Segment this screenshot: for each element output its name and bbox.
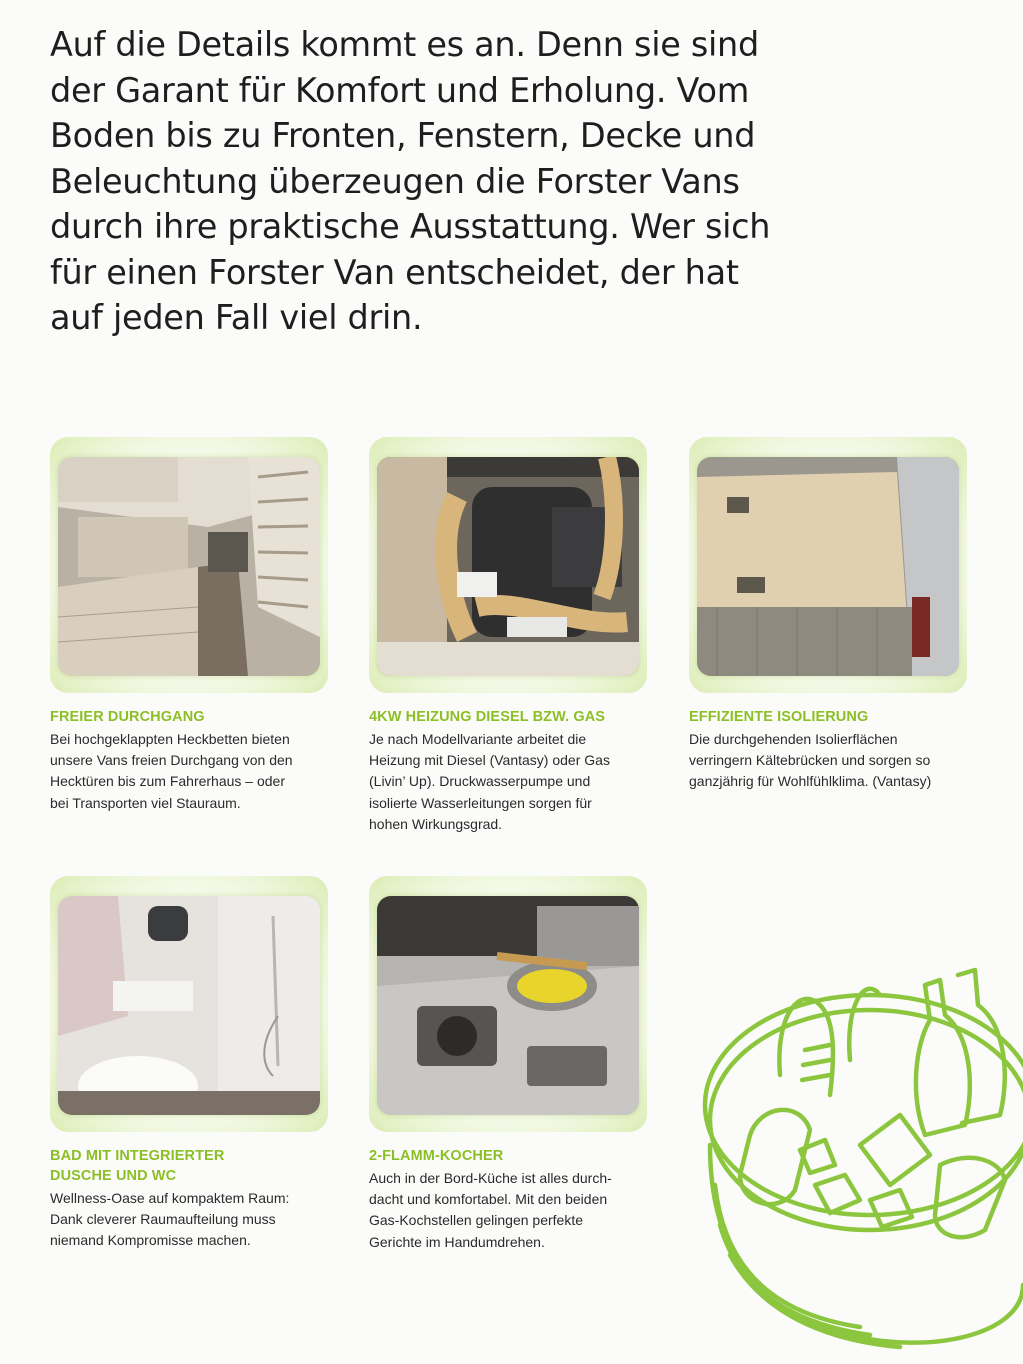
intro-paragraph xyxy=(50,22,770,341)
feature-description: Auch in der Bord-Küche ist alles durch- dacht und komfortabel. Mit den beiden Gas-Kochstellen gelingen perfekte Gerichte im Handumdrehen. xyxy=(369,1170,612,1250)
intro-line: Boden bis zu Fronten, Fenstern, Decke und xyxy=(50,116,756,155)
intro-line: Beleuchtung überzeugen die Forster Vans xyxy=(50,161,740,201)
cooler-bucket-icon xyxy=(700,955,1023,1364)
photo-frame xyxy=(369,876,647,1132)
feature-description: Wellness-Oase auf kompaktem Raum: Dank cleverer Raumaufteilung muss niemand Kompromisse machen. xyxy=(50,1190,290,1249)
intro-line: durch ihre praktische Ausstattung. Wer sich xyxy=(50,207,771,246)
heater-photo xyxy=(377,457,639,676)
intro-line: der Garant für Komfort und Erholung. Vom xyxy=(50,70,750,110)
insulation-photo xyxy=(697,457,959,676)
feature-title: 2-FLAMM-KOCHER xyxy=(369,1148,504,1164)
feature-description: Bei hochgeklappten Heckbetten bieten unsere Vans freien Durchgang von den Hecktüren bis zum Fahrerhaus – oder bei Transporten viel Stauraum. xyxy=(50,731,293,811)
feature-description: Je nach Modellvariante arbeitet die Heizung mit Diesel (Vantasy) oder Gas (Livin’ Up). Druckwasserpumpe und isolierte Wasserleitungen sorgen für hohen Wirkungsgrad. xyxy=(369,731,610,832)
stove-photo xyxy=(377,896,639,1115)
intro-line: für einen Forster Van entscheidet, der hat xyxy=(50,252,739,292)
photo-frame xyxy=(369,437,647,693)
van-interior-photo xyxy=(58,457,320,676)
feature-title: 4KW HEIZUNG DIESEL BZW. GAS xyxy=(369,709,606,725)
feature-title: FREIER DURCHGANG xyxy=(50,709,205,725)
photo-frame xyxy=(50,876,328,1132)
feature-title: BAD MIT INTEGRIERTER DUSCHE UND WC xyxy=(50,1148,225,1184)
bathroom-photo xyxy=(58,896,320,1115)
photo-frame xyxy=(689,437,967,693)
feature-title: EFFIZIENTE ISOLIERUNG xyxy=(689,709,869,725)
photo-frame xyxy=(50,437,328,693)
intro-line: Auf die Details kommt es an. Denn sie sind xyxy=(50,25,759,64)
intro-line: auf jeden Fall viel drin. xyxy=(50,298,423,337)
feature-description: Die durchgehenden Isolierflächen verringern Kältebrücken und sorgen so ganzjährig für Wohlfühlklima. (Vantasy) xyxy=(689,731,932,790)
